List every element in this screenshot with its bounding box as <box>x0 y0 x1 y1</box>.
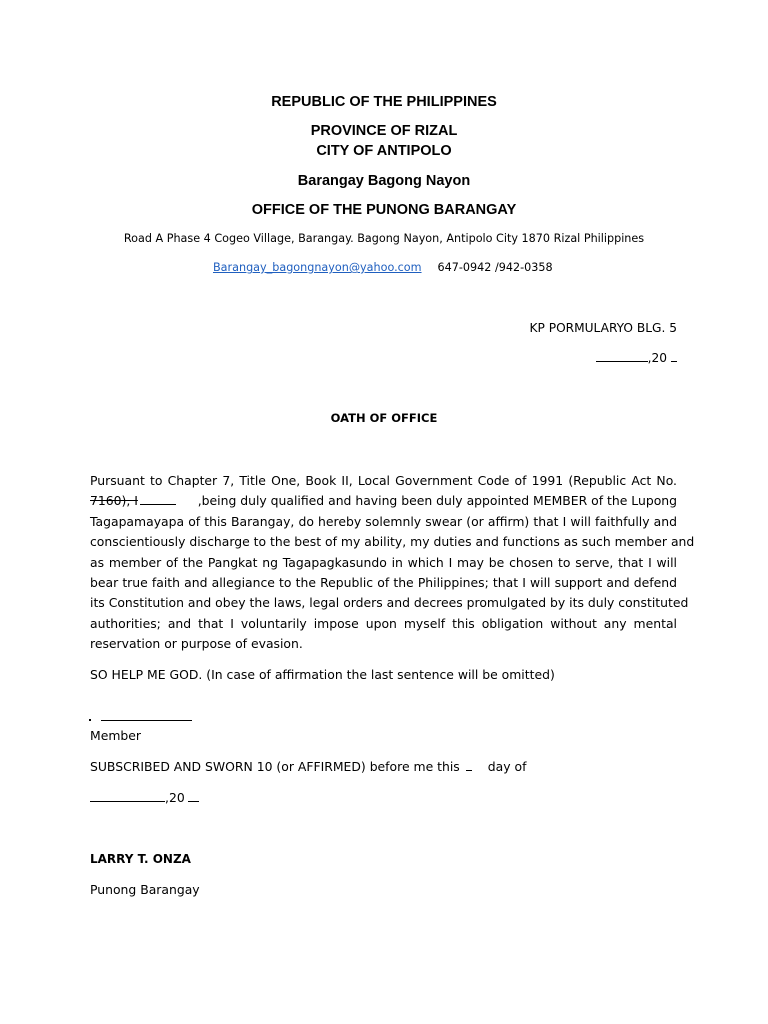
oath-line-8: authorities; and that I voluntarily impose upon myself this obligation without any mental <box>90 615 677 631</box>
name-blank <box>140 493 176 505</box>
header-contact <box>213 260 553 276</box>
oath-line-9: reservation or purpose of evasion. <box>90 636 303 652</box>
oath-line-5: as member of the Pangkat ng Tagapagkasundo in which I may be chosen to serve, that I will <box>90 554 677 570</box>
subscribed-text: SUBSCRIBED AND SWORN 10 (or AFFIRMED) before me this <box>90 759 460 774</box>
official-title: Punong Barangay <box>90 882 200 897</box>
year-suffix: ,20 <box>165 790 185 805</box>
date-blank <box>596 350 648 362</box>
form-number: KP PORMULARYO BLG. 5 <box>529 321 677 335</box>
oath-line-6: bear true faith and allegiance to the Republic of the Philippines; that I will support and defend <box>90 574 677 590</box>
header-province: PROVINCE OF RIZAL <box>310 123 458 139</box>
email-link[interactable]: Barangay_bagongnayon@yahoo.com <box>213 261 422 274</box>
subscribed-date-line <box>90 790 199 806</box>
header-address: Road A Phase 4 Cogeo Village, Barangay. Bagong Nayon, Antipolo City 1870 Rizal Philippines <box>123 232 645 245</box>
oath-closing: SO HELP ME GOD. (In case of affirmation the last sentence will be omitted) <box>90 667 555 682</box>
header-barangay: Barangay Bagong Nayon <box>297 173 471 189</box>
official-name: LARRY T. ONZA <box>90 852 191 866</box>
oath-line-2-prefix: 7160), I <box>90 493 138 509</box>
oath-paragraph <box>90 471 695 655</box>
signature-mark <box>89 719 91 721</box>
year-blank <box>671 350 677 362</box>
oath-line-2 <box>90 491 677 511</box>
subscribed-year-blank <box>188 790 199 802</box>
member-signature-line <box>101 720 192 721</box>
day-blank <box>466 759 472 771</box>
form-date <box>596 350 677 366</box>
day-of-text: day of <box>487 759 527 774</box>
subscribed-line <box>90 759 526 775</box>
oath-title: OATH OF OFFICE <box>330 411 438 425</box>
phone-numbers: 647-0942 /942-0358 <box>437 261 553 274</box>
header-city: CITY OF ANTIPOLO <box>316 143 452 159</box>
oath-line-3: Tagapamayapa of this Barangay, do hereby solemnly swear (or affirm) that I will faithfully and <box>90 513 677 529</box>
header-republic: REPUBLIC OF THE PHILIPPINES <box>271 94 497 110</box>
oath-line-7: its Constitution and obey the laws, legal orders and decrees promulgated by its duly constituted <box>90 595 689 611</box>
header-office: OFFICE OF THE PUNONG BARANGAY <box>251 202 517 218</box>
month-blank <box>90 790 165 802</box>
date-suffix: ,20 <box>647 351 667 365</box>
oath-line-2-text: ,being duly qualified and having been duly appointed MEMBER of the Lupong <box>197 493 677 509</box>
member-label: Member <box>90 728 141 743</box>
oath-line-1: Pursuant to Chapter 7, Title One, Book II, Local Government Code of 1991 (Republic Act No. <box>90 473 677 488</box>
oath-line-2-start <box>90 491 176 511</box>
oath-line-4: conscientiously discharge to the best of my ability, my duties and functions as such member and <box>90 534 695 550</box>
